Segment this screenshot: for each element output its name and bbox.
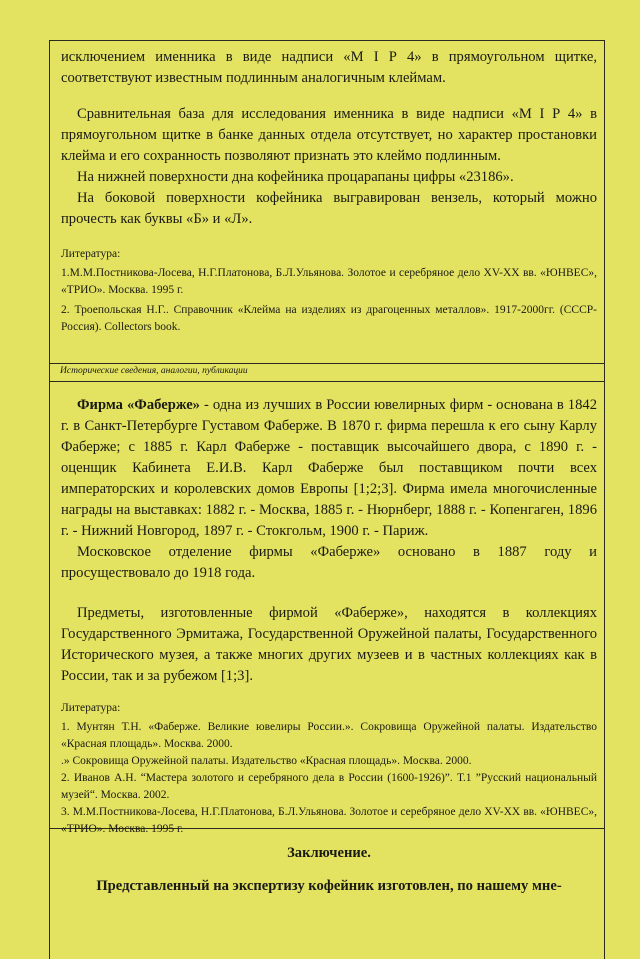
paragraph-hallmarks: исключением именника в виде надписи «М I Р 4» в прямоугольном щитке, соответствуют известным подлинным аналогичным клеймам.	[61, 49, 597, 86]
paragraph-digits: На нижней поверхности дна кофейника процарапаны цифры «23186».	[77, 169, 514, 185]
literature-item: .» Сокровища Оружейной палаты. Издательство «Красная площадь». Москва. 2000.	[61, 755, 472, 767]
section-caption: Исторические сведения, аналогии, публикации	[60, 366, 248, 376]
paragraph-comparison: Сравнительная база для исследования именника в виде надписи «М I Р 4» в прямоугольном щитке в банке данных отдела отсутствует, но характер простановки клейма и его сохранность позволяют признать это клеймо подлинным.	[61, 106, 597, 164]
section-divider-2	[49, 381, 605, 382]
firm-name: Фирма «Фаберже»	[77, 397, 200, 413]
history-section	[61, 395, 597, 838]
faberge-history-text: - одна из лучших в России ювелирных фирм - основана в 1842 г. в Санкт-Петербурге Густавом Фаберже. В 1870 г. фирма перешла к его сыну Карлу Фаберже; с 1885 г. Карл Фаберже - поставщик высочайшего двора, с 1890 г. - оценщик Кабинета Е.И.В. Карл Фаберже был поставщиком почти всех императорских и королевских домов Европы [1;2;3]. Фирма имела многочисленные награды на выставках: 1882 г. - Москва, 1885 г. - Нюрнберг, 1888 г. - Копенгаген, 1896 г. - Нижний Новгород, 1897 г. - Стокгольм, 1900 г. - Париж.	[61, 397, 597, 539]
paragraph-moscow-branch: Московское отделение фирмы «Фаберже» основано в 1887 году и просуществовало до 1918 года.	[61, 544, 597, 581]
paragraph-faberge-history	[61, 395, 597, 542]
literature-title: Литература:	[61, 702, 121, 714]
conclusion-title: Заключение.	[287, 845, 371, 861]
literature-block-1	[61, 246, 597, 336]
literature-item: 1.М.М.Постникова-Лосева, Н.Г.Платонова, Б.Л.Ульянова. Золотое и серебряное дело XV-XX вв. «ЮНВЕС», «ТРИО». Москва. 1995 г.	[61, 267, 597, 296]
literature-item: 2. Иванов А.Н. “Мастера золотого и серебряного дела в России (1600-1926)”. Т.1 ”Русский национальный музей“. Москва. 2002.	[61, 772, 597, 801]
literature-item: 3. М.М.Постникова-Лосева, Н.Г.Платонова, Б.Л.Ульянова. Золотое и серебряное дело XV-XX вв. «ЮНВЕС», «ТРИО». Москва. 1995 г.	[61, 806, 597, 835]
paragraph-collections: Предметы, изготовленные фирмой «Фаберже», находятся в коллекциях Государственного Эрмитажа, Государственной Оружейной палаты, Государственного Исторического музея, а также многих других музеев и в частных коллекциях как в России, так и за рубежом [1;3].	[61, 605, 597, 684]
conclusion-text: Представленный на экспертизу кофейник изготовлен, по нашему мне-	[96, 878, 562, 894]
conclusion-section	[61, 845, 597, 897]
section-divider-1	[49, 363, 605, 364]
literature-title: Литература:	[61, 248, 121, 260]
literature-block-2	[61, 700, 597, 838]
literature-item: 1. Мунтян Т.Н. «Фаберже. Великие ювелиры России.». Сокровища Оружейной палаты. Издательство «Красная площадь». Москва. 2000.	[61, 721, 597, 750]
paragraph-monogram: На боковой поверхности кофейника выгравирован вензель, который можно прочесть как буквы «Б» и «Л».	[61, 190, 597, 227]
literature-item: 2. Троепольская Н.Г.. Справочник «Клейма на изделиях из драгоценных металлов». 1917-2000гг. (СССР-Россия). Collectors book.	[61, 304, 597, 333]
examination-section	[61, 47, 597, 336]
top-border	[49, 40, 605, 41]
